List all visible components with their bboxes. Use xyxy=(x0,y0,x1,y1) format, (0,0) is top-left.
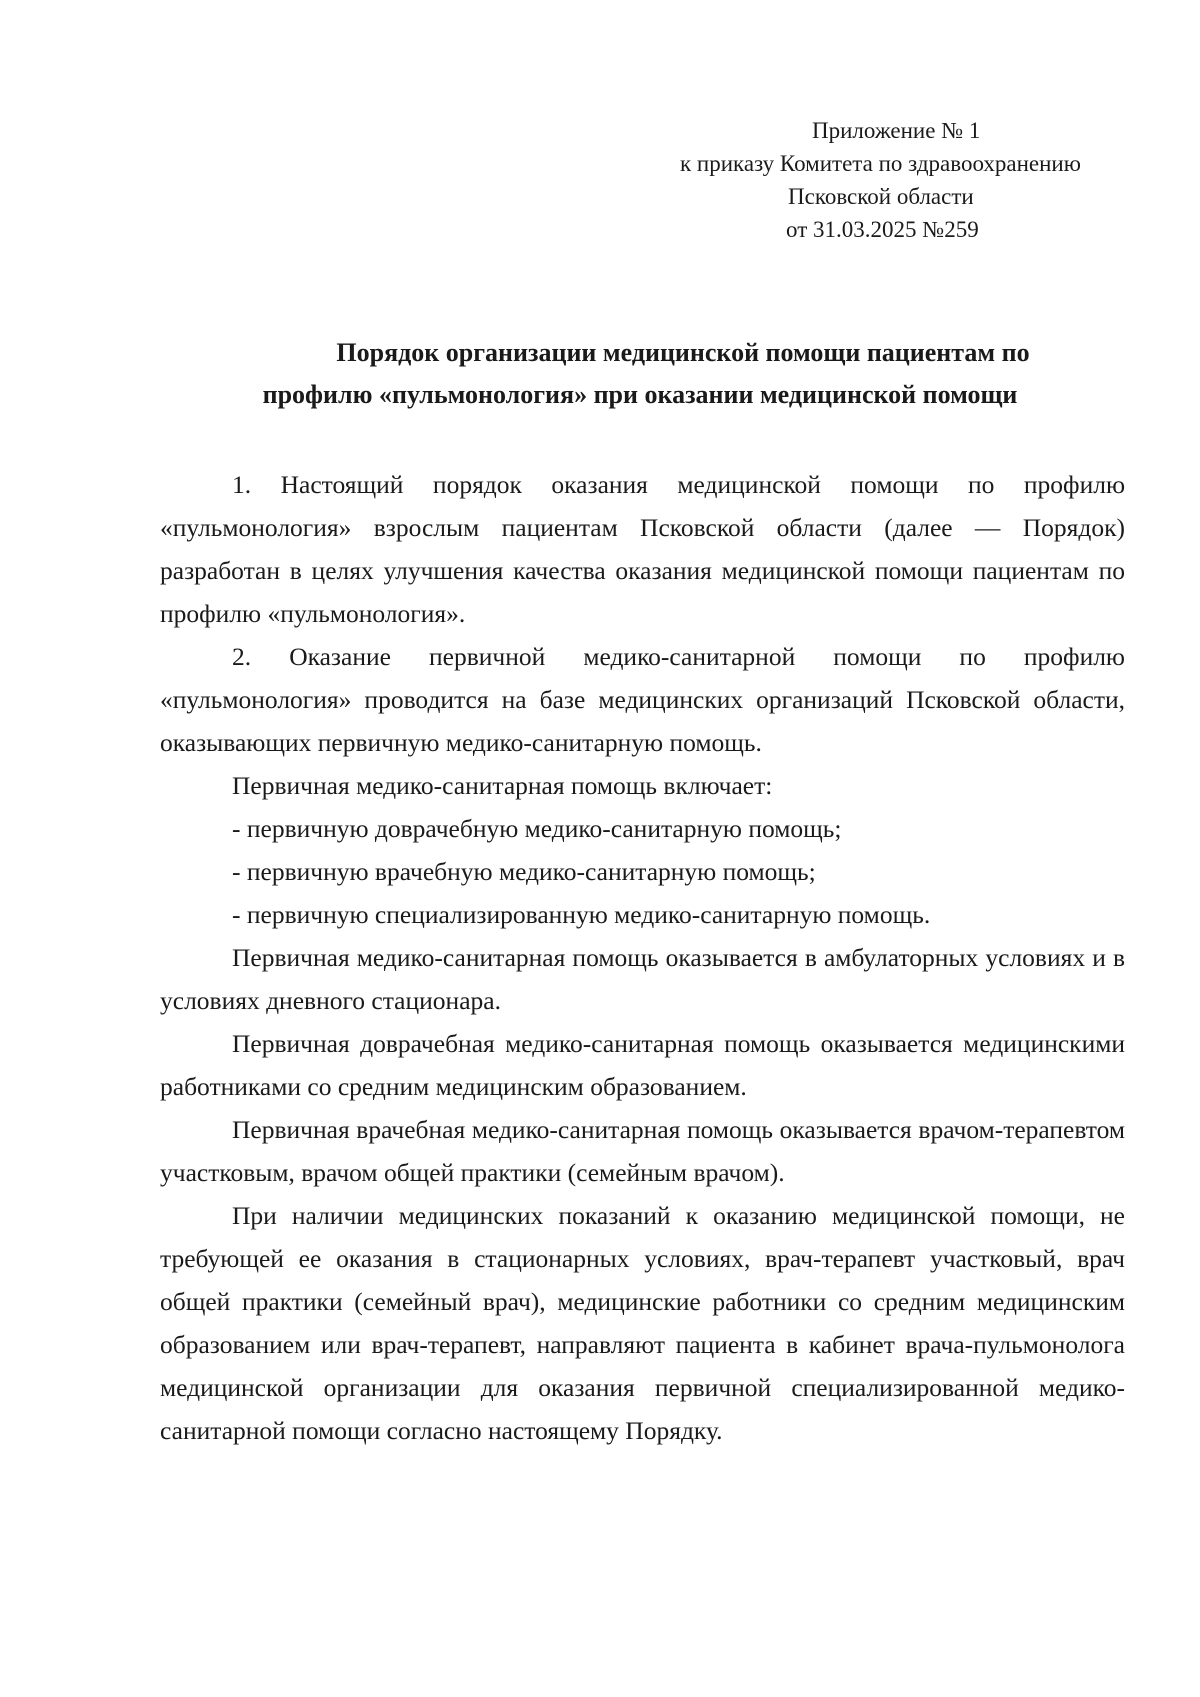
paragraph-physician-staff: Первичная врачебная медико-санитарная помощь оказывается врачом-терапевтом участковым, врачом общей практики (семейным врачом). xyxy=(160,1115,1125,1187)
appendix-region: Псковской области xyxy=(788,184,974,209)
paragraph-referral: При наличии медицинских показаний к оказанию медицинской помощи, не требующей ее оказания в стационарных условиях, врач-терапевт участковый, врач общей практики (семейный врач), медицинские работники со средним медицинским образованием или врач-терапевт, направляют пациента в кабинет врача-пульмонолога медицинской организации для оказания первичной специализированной медико-санитарной помощи согласно настоящему Порядку. xyxy=(160,1201,1125,1445)
paragraph-includes: Первичная медико-санитарная помощь включает: xyxy=(232,771,773,800)
paragraph-prehospital-staff: Первичная доврачебная медико-санитарная помощь оказывается медицинскими работниками со средним медицинским образованием. xyxy=(160,1029,1125,1101)
title-line-1: Порядок организации медицинской помощи пациентам по xyxy=(336,338,1030,367)
list-item-physician: - первичную врачебную медико-санитарную помощь; xyxy=(232,857,816,886)
appendix-date-number: от 31.03.2025 №259 xyxy=(786,217,979,242)
appendix-header xyxy=(680,114,1100,246)
document-body xyxy=(160,463,1125,1452)
paragraph-1: 1. Настоящий порядок оказания медицинской помощи по профилю «пульмонология» взрослым пациентам Псковской области (далее — Порядок) разработан в целях улучшения качества оказания медицинской помощи пациентам по профилю «пульмонология». xyxy=(160,470,1125,628)
title-line-2: профилю «пульмонология» при оказании медицинской помощи xyxy=(262,380,1018,409)
list-item-prehospital: - первичную доврачебную медико-санитарную помощь; xyxy=(232,814,842,843)
document-title xyxy=(160,332,1120,416)
paragraph-2: 2. Оказание первичной медико-санитарной помощи по профилю «пульмонология» проводится на базе медицинских организаций Псковской области, оказывающих первичную медико-санитарную помощь. xyxy=(160,642,1125,757)
appendix-number: Приложение № 1 xyxy=(812,118,981,143)
list-item-specialized: - первичную специализированную медико-санитарную помощь. xyxy=(232,900,931,929)
appendix-order-reference: к приказу Комитета по здравоохранению xyxy=(680,151,1081,176)
paragraph-conditions: Первичная медико-санитарная помощь оказывается в амбулаторных условиях и в условиях дневного стационара. xyxy=(160,943,1125,1015)
